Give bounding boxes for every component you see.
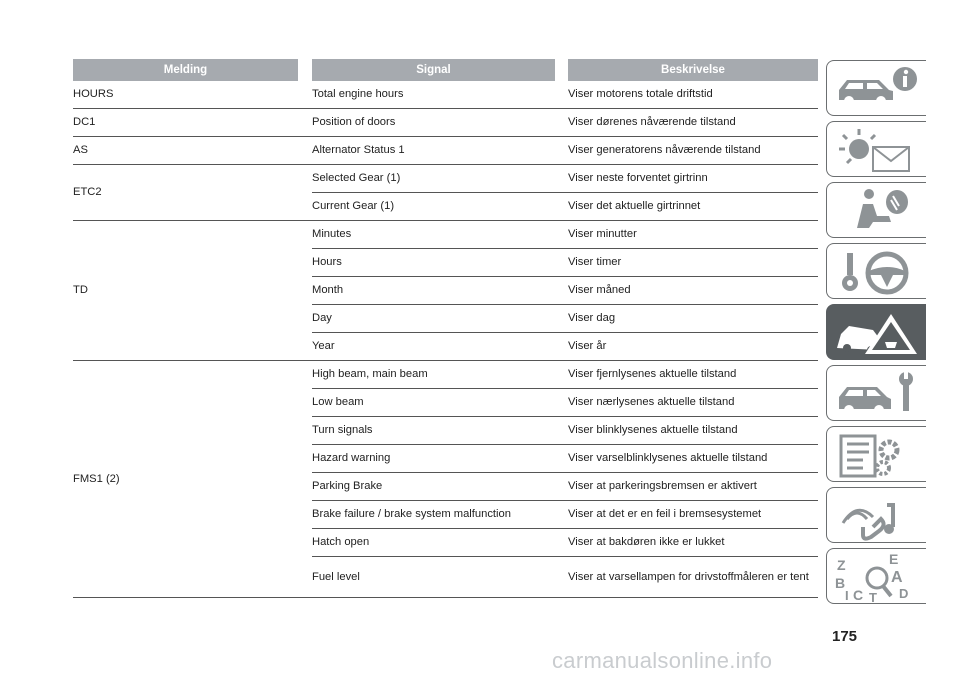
signal-cell: Parking Brake xyxy=(312,473,555,501)
tab-multimedia[interactable] xyxy=(826,487,926,543)
signal-cell: Fuel level xyxy=(312,557,555,598)
description-cell: Viser neste forventet girtrinn xyxy=(568,165,818,193)
tab-technical-data[interactable] xyxy=(826,426,926,482)
signal-cell: Minutes xyxy=(312,221,555,249)
header-description: Beskrivelse xyxy=(568,59,818,81)
index-letter-t: T xyxy=(869,590,877,602)
description-cell: Viser dørenes nåværende tilstand xyxy=(568,109,818,137)
tab-safety[interactable] xyxy=(826,182,926,238)
car-warning-triangle-icon xyxy=(833,308,923,358)
car-wrench-icon xyxy=(833,369,923,419)
index-letter-b: B xyxy=(835,575,846,591)
message-cell: DC1 xyxy=(73,109,298,137)
index-letter-a: A xyxy=(891,569,903,586)
page-number: 175 xyxy=(832,628,858,645)
tab-maintenance[interactable] xyxy=(826,365,926,421)
table-header-row xyxy=(73,59,818,81)
airbag-seat-icon xyxy=(833,186,923,236)
signal-cell: Total engine hours xyxy=(312,81,555,109)
signal-cell: High beam, main beam xyxy=(312,361,555,389)
description-cell: Viser dag xyxy=(568,305,818,333)
description-cell: Viser fjernlysenes aktuelle tilstand xyxy=(568,361,818,389)
description-cell: Viser blinklysenes aktuelle tilstand xyxy=(568,417,818,445)
header-signal: Signal xyxy=(312,59,555,81)
signal-cell: Hatch open xyxy=(312,529,555,557)
warning-light-message-icon xyxy=(833,125,923,175)
table-row xyxy=(73,221,818,249)
index-letter-z: Z xyxy=(837,557,846,573)
description-cell: Viser at det er en feil i bremsesystemet xyxy=(568,501,818,529)
index-letter-c: C xyxy=(853,587,864,602)
message-cell: TD xyxy=(73,221,298,361)
description-cell: Viser år xyxy=(568,333,818,361)
tab-index[interactable] xyxy=(826,548,926,604)
signal-cell: Turn signals xyxy=(312,417,555,445)
table-body xyxy=(73,81,818,598)
description-cell: Viser nærlysenes aktuelle tilstand xyxy=(568,389,818,417)
signal-cell: Month xyxy=(312,277,555,305)
index-letter-e: E xyxy=(889,552,899,567)
description-cell: Viser varselblinklysenes aktuelle tilstand xyxy=(568,445,818,473)
signal-cell: Day xyxy=(312,305,555,333)
music-navigation-icon xyxy=(833,491,923,541)
table-row xyxy=(73,109,818,137)
description-cell: Viser minutter xyxy=(568,221,818,249)
signal-cell: Hours xyxy=(312,249,555,277)
car-info-icon xyxy=(833,64,923,114)
steering-wheel-key-icon xyxy=(833,247,923,297)
message-cell: HOURS xyxy=(73,81,298,109)
description-cell: Viser det aktuelle girtrinnet xyxy=(568,193,818,221)
tab-starting-driving[interactable] xyxy=(826,243,926,299)
description-cell: Viser måned xyxy=(568,277,818,305)
alphabet-index-icon xyxy=(833,552,923,602)
document-gear-icon xyxy=(833,430,923,480)
index-letter-i: I xyxy=(845,588,849,602)
signal-cell: Brake failure / brake system malfunction xyxy=(312,501,555,529)
tab-emergency[interactable] xyxy=(826,304,926,360)
signal-cell: Alternator Status 1 xyxy=(312,137,555,165)
watermark: carmanualsonline.info xyxy=(552,648,773,673)
tab-warning-lights[interactable] xyxy=(826,121,926,177)
signal-cell: Position of doors xyxy=(312,109,555,137)
message-cell: ETC2 xyxy=(73,165,298,221)
description-cell: Viser at varsellampen for drivstoffmåleren er tent xyxy=(568,557,818,598)
message-cell: AS xyxy=(73,137,298,165)
signal-cell: Year xyxy=(312,333,555,361)
description-cell: Viser at parkeringsbremsen er aktivert xyxy=(568,473,818,501)
signal-cell: Selected Gear (1) xyxy=(312,165,555,193)
data-table xyxy=(73,59,818,598)
description-cell: Viser generatorens nåværende tilstand xyxy=(568,137,818,165)
signal-cell: Hazard warning xyxy=(312,445,555,473)
description-cell: Viser at bakdøren ikke er lukket xyxy=(568,529,818,557)
header-message: Melding xyxy=(73,59,298,81)
message-cell: FMS1 (2) xyxy=(73,361,298,598)
index-letter-d: D xyxy=(899,586,909,601)
table-row xyxy=(73,165,818,193)
table-row xyxy=(73,81,818,109)
tab-car-info[interactable] xyxy=(826,60,926,116)
table-row xyxy=(73,137,818,165)
table-row xyxy=(73,361,818,389)
signal-cell: Current Gear (1) xyxy=(312,193,555,221)
signal-cell: Low beam xyxy=(312,389,555,417)
description-cell: Viser motorens totale driftstid xyxy=(568,81,818,109)
description-cell: Viser timer xyxy=(568,249,818,277)
